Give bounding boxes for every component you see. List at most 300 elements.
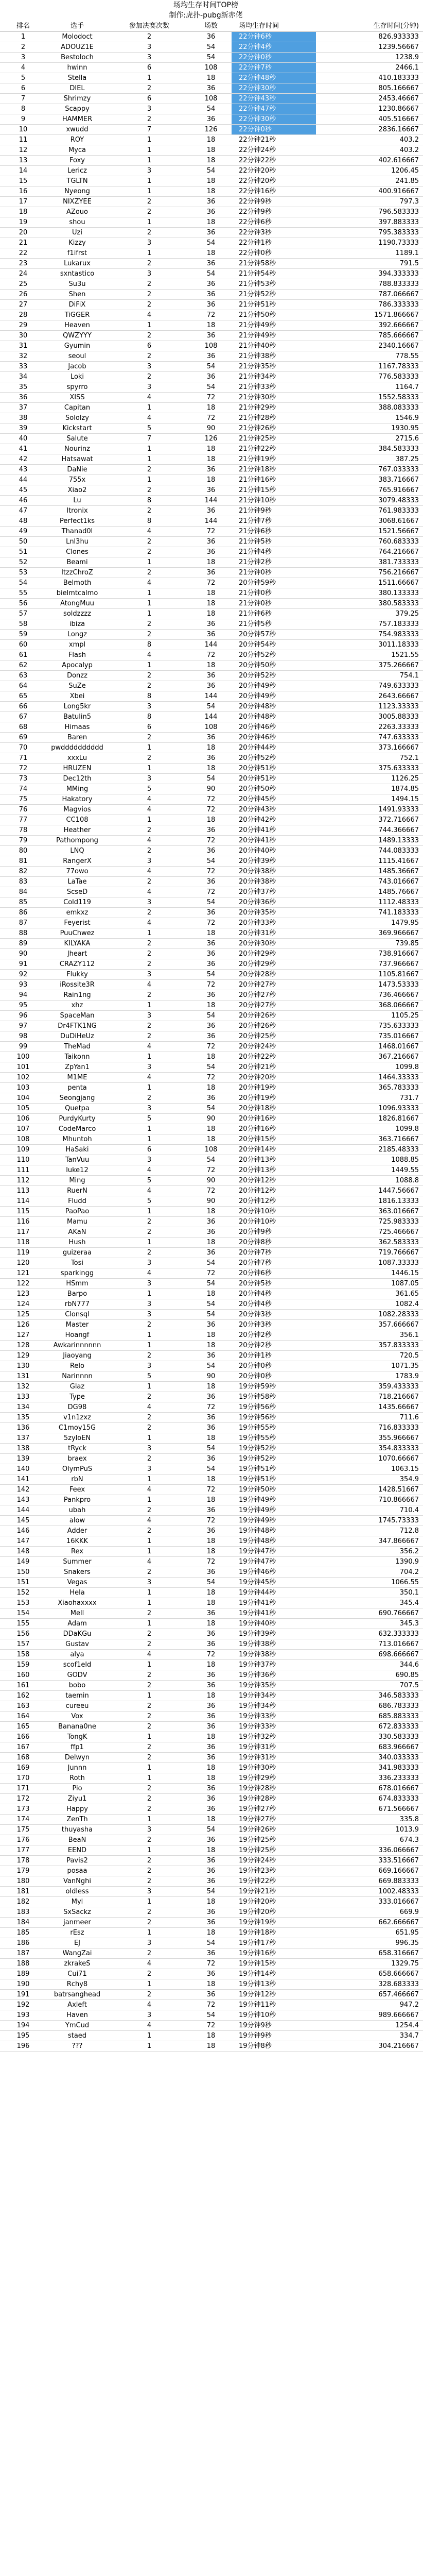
survival-minutes-cell: 1745.73333 (316, 1516, 423, 1526)
player-cell: RangerX (46, 856, 108, 867)
avg-survival-cell: 20分钟57秒 (232, 630, 316, 640)
games-played-cell: 4 (108, 2000, 190, 2010)
table-row (0, 1083, 423, 1093)
avg-survival-cell: 20分钟13秒 (232, 1155, 316, 1165)
games-played-cell: 1 (108, 815, 190, 825)
survival-minutes-cell: 381.733333 (316, 557, 423, 568)
games-played-cell: 2 (108, 1217, 190, 1227)
matches-cell: 18 (190, 320, 232, 331)
games-played-cell: 4 (108, 980, 190, 990)
rank-cell: 167 (0, 1742, 46, 1753)
player-cell: tRyck (46, 1444, 108, 1454)
survival-minutes-cell: 1071.35 (316, 1361, 423, 1371)
matches-cell: 18 (190, 588, 232, 599)
matches-cell: 36 (190, 207, 232, 217)
avg-survival-cell: 20分钟12秒 (232, 1176, 316, 1186)
rank-cell: 46 (0, 496, 46, 506)
survival-minutes-cell: 367.216667 (316, 1052, 423, 1062)
player-cell: Nourinz (46, 444, 108, 454)
games-played-cell: 3 (108, 53, 190, 63)
rank-cell: 5 (0, 73, 46, 83)
survival-minutes-cell: 731.7 (316, 1093, 423, 1104)
matches-cell: 54 (190, 1361, 232, 1371)
games-played-cell: 2 (108, 671, 190, 681)
player-cell: Barpo (46, 1289, 108, 1299)
avg-survival-cell: 21分钟30秒 (232, 393, 316, 403)
matches-cell: 72 (190, 1516, 232, 1526)
rank-cell: 192 (0, 2000, 46, 2010)
survival-minutes-cell: 1087.33333 (316, 1258, 423, 1268)
rank-cell: 53 (0, 568, 46, 578)
games-played-cell: 3 (108, 702, 190, 712)
player-cell: Molodoct (46, 32, 108, 42)
survival-minutes-cell: 989.666667 (316, 2010, 423, 2021)
rank-cell: 16 (0, 187, 46, 197)
avg-survival-cell: 19分钟12秒 (232, 1990, 316, 2000)
games-played-cell: 4 (108, 1165, 190, 1176)
table-row (0, 1578, 423, 1588)
games-played-cell: 2 (108, 485, 190, 496)
matches-cell: 36 (190, 547, 232, 557)
table-row (0, 1351, 423, 1361)
games-played-cell: 2 (108, 1722, 190, 1732)
survival-minutes-cell: 388.083333 (316, 403, 423, 413)
survival-minutes-cell: 357.666667 (316, 1320, 423, 1330)
matches-cell: 36 (190, 331, 232, 341)
player-cell: xhz (46, 1001, 108, 1011)
matches-cell: 72 (190, 1485, 232, 1495)
avg-survival-cell: 19分钟49秒 (232, 1516, 316, 1526)
table-row (0, 1073, 423, 1083)
table-row (0, 1691, 423, 1701)
matches-cell: 36 (190, 1918, 232, 1928)
games-played-cell: 1 (108, 743, 190, 753)
games-played-cell: 2 (108, 939, 190, 949)
matches-cell: 36 (190, 1392, 232, 1402)
avg-survival-cell: 22分钟1秒 (232, 238, 316, 248)
games-played-cell: 5 (108, 1114, 190, 1124)
survival-minutes-cell: 1115.41667 (316, 856, 423, 867)
rank-cell: 122 (0, 1279, 46, 1289)
avg-survival-cell: 21分钟29秒 (232, 403, 316, 413)
table-row (0, 94, 423, 104)
avg-survival-cell: 20分钟2秒 (232, 1330, 316, 1341)
matches-cell: 126 (190, 125, 232, 135)
avg-survival-cell: 19分钟17秒 (232, 1938, 316, 1948)
rank-cell: 153 (0, 1598, 46, 1608)
matches-cell: 18 (190, 1845, 232, 1856)
matches-cell: 36 (190, 279, 232, 290)
player-cell: Pavis2 (46, 1856, 108, 1866)
matches-cell: 36 (190, 681, 232, 691)
rank-cell: 27 (0, 300, 46, 310)
survival-minutes-cell: 791.5 (316, 259, 423, 269)
player-cell: ltzzChroZ (46, 568, 108, 578)
table-row (0, 1196, 423, 1207)
games-played-cell: 3 (108, 382, 190, 393)
games-played-cell: 1 (108, 320, 190, 331)
matches-cell: 36 (190, 753, 232, 764)
survival-minutes-cell: 738.916667 (316, 949, 423, 959)
rank-cell: 147 (0, 1536, 46, 1547)
games-played-cell: 2 (108, 1969, 190, 1979)
games-played-cell: 1 (108, 475, 190, 485)
table-row (0, 135, 423, 145)
games-played-cell: 4 (108, 836, 190, 846)
avg-survival-cell: 19分钟29秒 (232, 1773, 316, 1784)
rank-cell: 114 (0, 1196, 46, 1207)
rank-cell: 102 (0, 1073, 46, 1083)
player-cell: ADOUZ1E (46, 42, 108, 53)
avg-survival-cell: 20分钟36秒 (232, 897, 316, 908)
table-row (0, 506, 423, 516)
games-played-cell: 4 (108, 1485, 190, 1495)
table-row (0, 1938, 423, 1948)
survival-minutes-cell: 669.883333 (316, 1876, 423, 1887)
games-played-cell: 2 (108, 207, 190, 217)
games-played-cell: 4 (108, 867, 190, 877)
avg-survival-cell: 19分钟25秒 (232, 1835, 316, 1845)
player-cell: DaNie (46, 465, 108, 475)
avg-survival-cell: 20分钟2秒 (232, 1341, 316, 1351)
table-row (0, 877, 423, 887)
matches-cell: 90 (190, 1196, 232, 1207)
rank-cell: 116 (0, 1217, 46, 1227)
rank-cell: 25 (0, 279, 46, 290)
games-played-cell: 1 (108, 2031, 190, 2041)
table-row (0, 1784, 423, 1794)
rank-cell: 49 (0, 527, 46, 537)
player-cell: SpaceMan (46, 1011, 108, 1021)
survival-minutes-cell: 826.933333 (316, 32, 423, 42)
table-row (0, 557, 423, 568)
table-row (0, 1639, 423, 1650)
matches-cell: 54 (190, 970, 232, 980)
survival-minutes-cell: 356.2 (316, 1547, 423, 1557)
games-played-cell: 5 (108, 1196, 190, 1207)
table-row (0, 53, 423, 63)
avg-survival-cell: 20分钟9秒 (232, 1227, 316, 1238)
survival-minutes-cell: 345.3 (316, 1619, 423, 1629)
player-cell: Lukarux (46, 259, 108, 269)
matches-cell: 72 (190, 2000, 232, 2010)
table-row (0, 918, 423, 928)
rank-cell: 85 (0, 897, 46, 908)
matches-cell: 36 (190, 619, 232, 630)
avg-survival-cell: 19分钟47秒 (232, 1557, 316, 1567)
matches-cell: 18 (190, 599, 232, 609)
survival-minutes-cell: 335.8 (316, 1815, 423, 1825)
survival-minutes-cell: 241.85 (316, 176, 423, 187)
matches-cell: 18 (190, 1134, 232, 1145)
player-cell: Magvios (46, 805, 108, 815)
rank-cell: 174 (0, 1815, 46, 1825)
table-row (0, 393, 423, 403)
rank-cell: 156 (0, 1629, 46, 1639)
avg-survival-cell: 19分钟27秒 (232, 1804, 316, 1815)
survival-minutes-cell: 345.4 (316, 1598, 423, 1608)
games-played-cell: 1 (108, 454, 190, 465)
avg-survival-cell: 20分钟0秒 (232, 1361, 316, 1371)
matches-cell: 54 (190, 1887, 232, 1897)
table-body (0, 32, 423, 2052)
rank-cell: 186 (0, 1938, 46, 1948)
games-played-cell: 2 (108, 1320, 190, 1330)
avg-survival-cell: 20分钟16秒 (232, 1114, 316, 1124)
avg-survival-cell: 22分钟0秒 (232, 125, 316, 135)
matches-cell: 36 (190, 506, 232, 516)
rank-cell: 8 (0, 104, 46, 114)
games-played-cell: 6 (108, 722, 190, 733)
table-row (0, 454, 423, 465)
avg-survival-cell: 21分钟7秒 (232, 516, 316, 527)
avg-survival-cell: 20分钟52秒 (232, 650, 316, 660)
survival-minutes-cell: 1002.48333 (316, 1887, 423, 1897)
player-cell: shou (46, 217, 108, 228)
survival-minutes-cell: 387.25 (316, 454, 423, 465)
table-row (0, 1320, 423, 1330)
survival-minutes-cell: 1099.8 (316, 1124, 423, 1134)
matches-cell: 36 (190, 1722, 232, 1732)
matches-cell: 54 (190, 1938, 232, 1948)
avg-survival-cell: 20分钟19秒 (232, 1083, 316, 1093)
avg-survival-cell: 19分钟41秒 (232, 1598, 316, 1608)
avg-survival-cell: 19分钟20秒 (232, 1907, 316, 1918)
survival-minutes-cell: 1473.53333 (316, 980, 423, 990)
player-cell: Roth (46, 1773, 108, 1784)
matches-cell: 90 (190, 784, 232, 794)
player-cell: f1ifrst (46, 248, 108, 259)
avg-survival-cell: 19分钟41秒 (232, 1608, 316, 1619)
matches-cell: 18 (190, 217, 232, 228)
games-played-cell: 2 (108, 1711, 190, 1722)
avg-survival-cell: 20分钟0秒 (232, 1371, 316, 1382)
survival-minutes-cell: 1066.55 (316, 1578, 423, 1588)
games-played-cell: 2 (108, 1227, 190, 1238)
matches-cell: 36 (190, 300, 232, 310)
matches-cell: 36 (190, 228, 232, 238)
avg-survival-cell: 19分钟28秒 (232, 1784, 316, 1794)
player-cell: HSmm (46, 1279, 108, 1289)
player-cell: Apocalyp (46, 660, 108, 671)
table-row (0, 475, 423, 485)
rank-cell: 124 (0, 1299, 46, 1310)
avg-survival-cell: 22分钟0秒 (232, 53, 316, 63)
games-played-cell: 4 (108, 794, 190, 805)
player-cell: KILYAKA (46, 939, 108, 949)
survival-minutes-cell: 1489.13333 (316, 836, 423, 846)
player-cell: Hush (46, 1238, 108, 1248)
player-cell: ffp1 (46, 1742, 108, 1753)
player-cell: Vegas (46, 1578, 108, 1588)
rank-cell: 175 (0, 1825, 46, 1835)
player-cell: bielmtcalmo (46, 588, 108, 599)
rank-cell: 48 (0, 516, 46, 527)
avg-survival-cell: 21分钟19秒 (232, 454, 316, 465)
matches-cell: 36 (190, 1804, 232, 1815)
games-played-cell: 4 (108, 527, 190, 537)
survival-minutes-cell: 718.216667 (316, 1392, 423, 1402)
matches-cell: 54 (190, 42, 232, 53)
table-row (0, 372, 423, 382)
rank-cell: 135 (0, 1413, 46, 1423)
games-played-cell: 1 (108, 588, 190, 599)
rank-cell: 41 (0, 444, 46, 454)
rank-cell: 54 (0, 578, 46, 588)
rank-cell: 159 (0, 1660, 46, 1670)
games-played-cell: 2 (108, 228, 190, 238)
games-played-cell: 3 (108, 1279, 190, 1289)
rank-cell: 195 (0, 2031, 46, 2041)
table-row (0, 1825, 423, 1835)
avg-survival-cell: 20分钟50秒 (232, 784, 316, 794)
matches-cell: 36 (190, 197, 232, 207)
games-played-cell: 3 (108, 1464, 190, 1475)
survival-minutes-cell: 1013.9 (316, 1825, 423, 1835)
player-cell: Belmoth (46, 578, 108, 588)
games-played-cell: 2 (108, 1701, 190, 1711)
avg-survival-cell: 19分钟46秒 (232, 1567, 316, 1578)
rank-cell: 161 (0, 1681, 46, 1691)
rank-cell: 158 (0, 1650, 46, 1660)
rank-cell: 77 (0, 815, 46, 825)
matches-cell: 72 (190, 393, 232, 403)
sheet-title: 场均生存时间TOP榜 (173, 1, 238, 9)
avg-survival-cell: 20分钟10秒 (232, 1207, 316, 1217)
avg-survival-cell: 21分钟28秒 (232, 413, 316, 423)
survival-minutes-cell: 1447.56667 (316, 1186, 423, 1196)
avg-survival-cell: 20分钟18秒 (232, 1104, 316, 1114)
avg-survival-cell: 20分钟6秒 (232, 1268, 316, 1279)
table-row (0, 1475, 423, 1485)
survival-minutes-cell: 1070.66667 (316, 1454, 423, 1464)
table-row (0, 310, 423, 320)
games-played-cell: 3 (108, 897, 190, 908)
rank-cell: 176 (0, 1835, 46, 1845)
matches-cell: 54 (190, 53, 232, 63)
survival-minutes-cell: 1126.25 (316, 774, 423, 784)
matches-cell: 36 (190, 1835, 232, 1845)
player-cell: Jiaoyang (46, 1351, 108, 1361)
survival-minutes-cell: 373.166667 (316, 743, 423, 753)
avg-survival-cell: 20分钟27秒 (232, 980, 316, 990)
avg-survival-cell: 19分钟30秒 (232, 1763, 316, 1773)
rank-cell: 134 (0, 1402, 46, 1413)
avg-survival-cell: 22分钟4秒 (232, 42, 316, 53)
survival-minutes-cell: 737.966667 (316, 959, 423, 970)
player-cell: ZenTh (46, 1815, 108, 1825)
rank-cell: 193 (0, 2010, 46, 2021)
survival-minutes-cell: 1874.85 (316, 784, 423, 794)
table-row (0, 1990, 423, 2000)
games-played-cell: 2 (108, 114, 190, 125)
player-cell: Ziyu1 (46, 1794, 108, 1804)
survival-minutes-cell: 1105.81667 (316, 970, 423, 980)
player-cell: LNQ (46, 846, 108, 856)
player-cell: Awkarinnnnnn (46, 1341, 108, 1351)
avg-survival-cell: 21分钟26秒 (232, 423, 316, 434)
survival-minutes-cell: 710.4 (316, 1505, 423, 1516)
survival-minutes-cell: 362.583333 (316, 1238, 423, 1248)
survival-minutes-cell: 1088.85 (316, 1155, 423, 1165)
avg-survival-cell: 20分钟42秒 (232, 815, 316, 825)
avg-survival-cell: 20分钟38秒 (232, 867, 316, 877)
rank-cell: 187 (0, 1948, 46, 1959)
player-cell: PurdyKurty (46, 1114, 108, 1124)
matches-cell: 36 (190, 1670, 232, 1681)
table-row (0, 228, 423, 238)
matches-cell: 36 (190, 1794, 232, 1804)
survival-minutes-cell: 1164.7 (316, 382, 423, 393)
games-played-cell: 1 (108, 599, 190, 609)
rank-cell: 141 (0, 1475, 46, 1485)
player-cell: DiFiX (46, 300, 108, 310)
matches-cell: 18 (190, 1330, 232, 1341)
table-row (0, 1186, 423, 1196)
table-row (0, 2031, 423, 2041)
avg-survival-cell: 19分钟16秒 (232, 1948, 316, 1959)
rank-cell: 144 (0, 1505, 46, 1516)
avg-survival-cell: 19分钟48秒 (232, 1536, 316, 1547)
header-survival-minutes: 生存时间(分钟) (316, 21, 423, 32)
survival-minutes-cell: 797.3 (316, 197, 423, 207)
player-cell: Salute (46, 434, 108, 444)
player-cell: staed (46, 2031, 108, 2041)
table-row (0, 1001, 423, 1011)
survival-minutes-cell: 765.916667 (316, 485, 423, 496)
survival-minutes-cell: 1464.33333 (316, 1073, 423, 1083)
table-row (0, 485, 423, 496)
table-row (0, 1382, 423, 1392)
table-row (0, 320, 423, 331)
table-row (0, 650, 423, 660)
survival-minutes-cell: 333.516667 (316, 1856, 423, 1866)
avg-survival-cell: 19分钟56秒 (232, 1413, 316, 1423)
table-row (0, 114, 423, 125)
player-cell: Flukky (46, 970, 108, 980)
matches-cell: 36 (190, 114, 232, 125)
survival-minutes-cell: 690.85 (316, 1670, 423, 1681)
rank-cell: 89 (0, 939, 46, 949)
matches-cell: 18 (190, 1619, 232, 1629)
rank-cell: 171 (0, 1784, 46, 1794)
table-row (0, 527, 423, 537)
matches-cell: 54 (190, 1578, 232, 1588)
table-row (0, 166, 423, 176)
rank-cell: 168 (0, 1753, 46, 1763)
rank-cell: 146 (0, 1526, 46, 1536)
player-cell: Myca (46, 145, 108, 156)
avg-survival-cell: 19分钟47秒 (232, 1547, 316, 1557)
survival-minutes-cell: 2466.1 (316, 63, 423, 73)
avg-survival-cell: 19分钟9秒 (232, 2021, 316, 2031)
games-played-cell: 4 (108, 578, 190, 588)
games-played-cell: 3 (108, 1887, 190, 1897)
rank-cell: 142 (0, 1485, 46, 1495)
table-row (0, 681, 423, 691)
player-cell: luke12 (46, 1165, 108, 1176)
matches-cell: 36 (190, 1784, 232, 1794)
player-cell: Snakers (46, 1567, 108, 1578)
games-played-cell: 2 (108, 1835, 190, 1845)
games-played-cell: 1 (108, 1773, 190, 1784)
games-played-cell: 4 (108, 887, 190, 897)
survival-minutes-cell: 669.166667 (316, 1866, 423, 1876)
player-cell: SuZe (46, 681, 108, 691)
rank-cell: 107 (0, 1124, 46, 1134)
rank-cell: 14 (0, 166, 46, 176)
table-row (0, 1526, 423, 1536)
